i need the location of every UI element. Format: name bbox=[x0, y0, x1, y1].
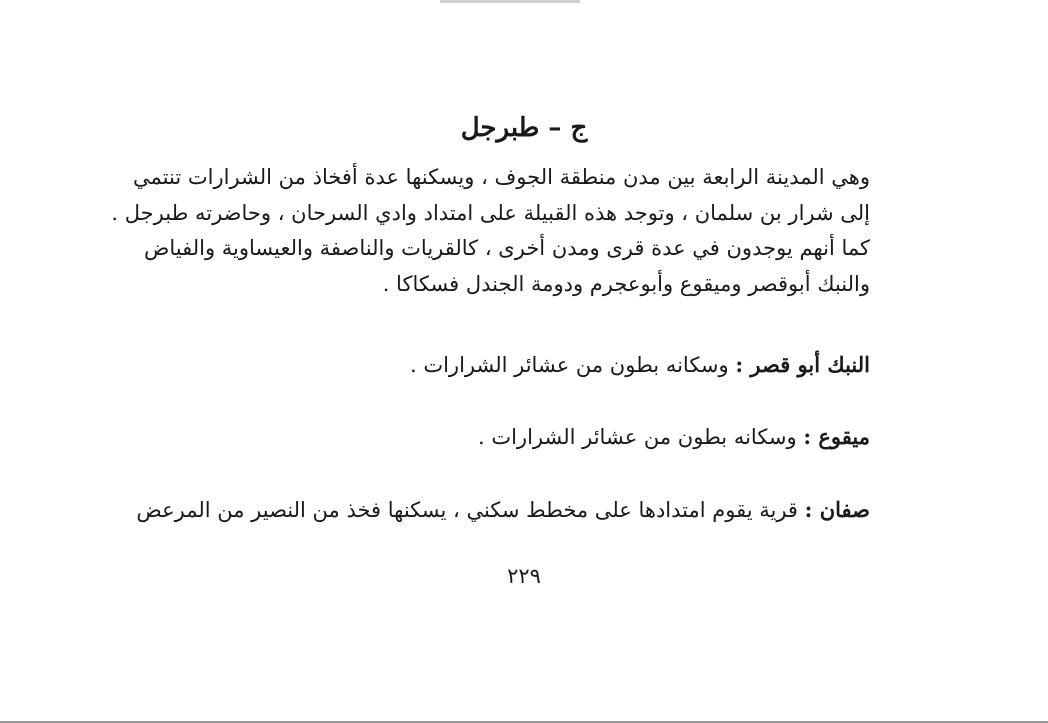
entry-term: ميقوع : bbox=[803, 424, 870, 449]
top-edge-mark bbox=[440, 0, 580, 3]
entry-saffan bbox=[136, 493, 870, 527]
paragraph-line: والنبك أبوقصر وميقوع وأبوعجرم ودومة الجندل فسكاكا . bbox=[382, 271, 870, 296]
entry-term: النبك أبو قصر : bbox=[735, 352, 870, 377]
entry-nabk-abu-qasr bbox=[150, 348, 870, 382]
entry-maiqu bbox=[150, 420, 870, 454]
paragraph-line: إلى شرار بن سلمان ، وتوجد هذه القبيلة على امتداد وادي السرحان ، وحاضرته طبرجل . bbox=[111, 200, 870, 225]
entry-term: صفان : bbox=[804, 497, 870, 522]
section-heading: ج – طبرجل bbox=[460, 113, 588, 143]
page-number: ٢٢٩ bbox=[507, 564, 541, 588]
entry-text: وسكانه بطون من عشائر الشرارات . bbox=[477, 425, 804, 449]
entry-text: قرية يقوم امتدادها على مخطط سكني ، يسكنها فخذ من النصير من المرعض bbox=[136, 498, 805, 522]
paragraph-line: كما أنهم يوجدون في عدة قرى ومدن أخرى ، كالقريات والناصفة والعيساوية والفياض bbox=[143, 236, 870, 260]
paragraph-line: وهي المدينة الرابعة بين مدن منطقة الجوف ، ويسكنها عدة أفخاذ من الشرارات تنتمي bbox=[133, 165, 870, 189]
body-paragraph bbox=[111, 160, 870, 302]
entry-text: وسكانه بطون من عشائر الشرارات . bbox=[409, 353, 736, 377]
